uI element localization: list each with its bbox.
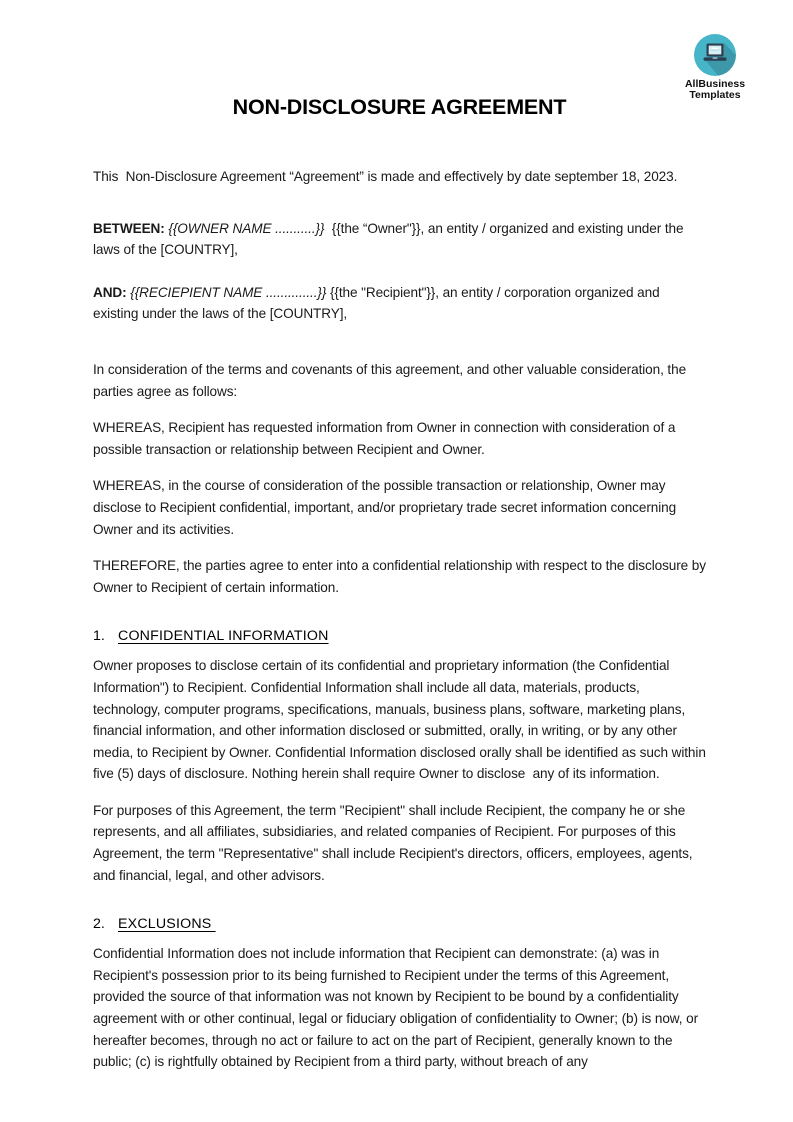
section1-paragraph-1: Owner proposes to disclose certain of its confidential and proprietary information (the Confidential Information") to Recipient. Confidential Information shall include all data, materials, products, technology, computer programs, specifications, manuals, business plans, software, marketing plans, financial information, and other information disclosed or submitted, orally, in writing, or by any other media, to Recipient by Owner. Confidential Information disclosed orally shall be identified as such within five (5) days of disclosure. Nothing herein shall require Owner to disclose any of its information.: [93, 658, 710, 782]
paragraph-consideration: In consideration of the terms and covenants of this agreement, and other valuable consideration, the parties agree as follows:: [93, 361, 690, 399]
owner-name-placeholder: {{OWNER NAME ...........}}: [164, 220, 325, 236]
section-heading-1: [93, 627, 706, 645]
and-label: AND:: [93, 284, 127, 300]
paragraph-therefore: THEREFORE, the parties agree to enter into a confidential relationship with respect to the disclosure by Owner to Recipient of certain information.: [93, 558, 710, 595]
section-title: CONFIDENTIAL INFORMATION: [118, 628, 329, 645]
section-number: 1.: [93, 628, 105, 645]
section-title: EXCLUSIONS: [118, 916, 216, 933]
and-clause-text: {{the "Recipient"}}, an entity / corporation organized and existing under the laws of the [COUNTRY],: [93, 284, 664, 322]
section1-paragraph-2: For purposes of this Agreement, the term "Recipient" shall include Recipient, the company he or she represents, and all affiliates, subsidiaries, and related companies of Recipient. For purposes of this Agreement, the term "Representative" shall include Recipient's directors, officers, employees, agents, and financial, legal, and other advisors.: [93, 802, 697, 883]
document-title: NON-DISCLOSURE AGREEMENT: [232, 95, 567, 119]
intro-paragraph: This Non-Disclosure Agreement “Agreement” is made and effectively by date september 18, 2023.: [93, 169, 678, 184]
section-heading-2: [93, 915, 706, 933]
between-label: BETWEEN:: [93, 220, 165, 236]
and-paragraph: [93, 282, 706, 325]
between-paragraph: [93, 218, 706, 261]
brand-name-line1: AllBusiness: [684, 78, 746, 90]
paragraph-whereas-2: WHEREAS, in the course of consideration of the possible transaction or relationship, Owner may disclose to Recipient confidential, important, and/or proprietary trade secret information concerning Owner and its activities.: [93, 478, 680, 537]
between-clause-text: {{the “Owner"}}, an entity / organized and existing under the laws of the [COUNTRY],: [93, 220, 688, 258]
paragraph-whereas-1: WHEREAS, Recipient has requested information from Owner in connection with consideration of a possible transaction or relationship between Recipient and Owner.: [93, 420, 680, 457]
section2-paragraph-1: Confidential Information does not include information that Recipient can demonstrate: (a) was in Recipient's possession prior to its being furnished to Recipient under the terms of this Agreement, provided the source of that information was not known by Recipient to be bound by a confidentiality agreement with or other continual, legal or fiduciary obligation of confidentiality to Owner; (b) is now, or hereafter becomes, through no act or failure to act on the part of Recipient, generally known to the public; (c) is rightfully obtained by Recipient from a third party, without breach of any: [93, 946, 702, 1070]
brand-name-line2: Templates: [689, 89, 741, 101]
recipient-name-placeholder: {{RECIEPIENT NAME ..............}}: [126, 284, 327, 300]
section-number: 2.: [93, 916, 105, 933]
document-content: [93, 0, 710, 1073]
